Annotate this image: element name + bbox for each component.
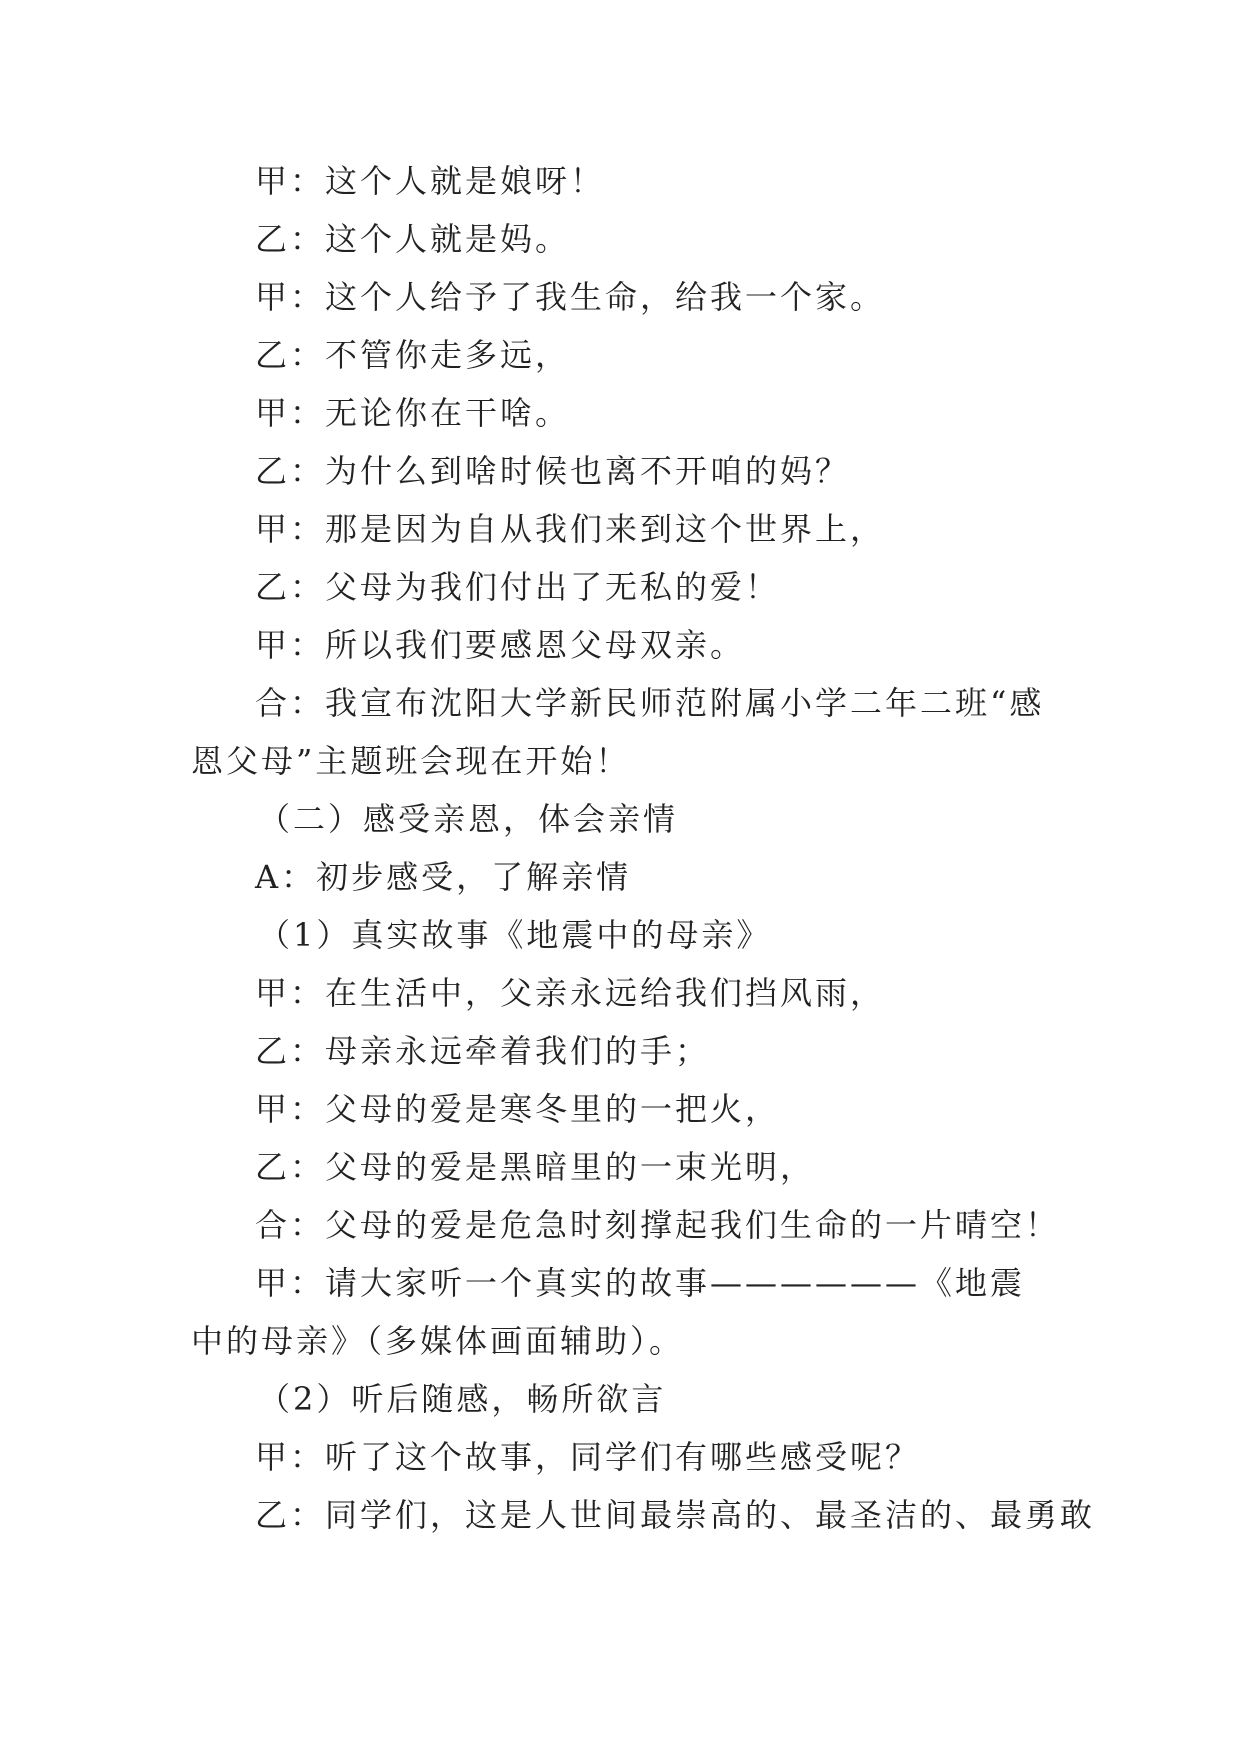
sub-heading: （2）听后随感，畅所欲言 bbox=[258, 1380, 667, 1418]
dialogue-line: 甲：这个人就是娘呀！ bbox=[255, 162, 606, 200]
dialogue-line: 甲：那是因为自从我们来到这个世界上， bbox=[255, 510, 886, 548]
dialogue-line: 甲：父母的爱是寒冬里的一把火， bbox=[255, 1090, 781, 1128]
dialogue-line: 甲：所以我们要感恩父母双亲。 bbox=[255, 626, 746, 664]
announcement-paragraph: 合：我宣布沈阳大学新民师范附属小学二年二班“感恩父母”主题班会现在开始！ bbox=[191, 684, 1045, 780]
dialogue-line: 甲：这个人给予了我生命，给我一个家。 bbox=[255, 278, 886, 316]
dialogue-line: 乙：这个人就是妈。 bbox=[255, 220, 571, 258]
section-heading: （二）感受亲恩，体会亲情 bbox=[258, 800, 679, 838]
dialogue-line: 乙：父母为我们付出了无私的爱！ bbox=[255, 568, 781, 606]
dialogue-line: 乙：母亲永远牵着我们的手； bbox=[255, 1032, 711, 1070]
dialogue-line: 乙：为什么到啥时候也离不开咱的妈？ bbox=[255, 452, 851, 490]
document-body bbox=[191, 152, 1096, 1544]
part-heading: A：初步感受，了解亲情 bbox=[255, 858, 632, 896]
dialogue-line: 乙：不管你走多远， bbox=[255, 336, 571, 374]
dialogue-line: 乙：同学们，这是人世间最崇高的、最圣洁的、最勇敢 bbox=[255, 1496, 1096, 1534]
dialogue-line: 合：父母的爱是危急时刻撑起我们生命的一片晴空！ bbox=[255, 1206, 1061, 1244]
dialogue-line: 乙：父母的爱是黑暗里的一束光明， bbox=[255, 1148, 816, 1186]
dialogue-line: 甲：听了这个故事，同学们有哪些感受呢？ bbox=[255, 1438, 921, 1476]
sub-heading: （1）真实故事《地震中的母亲》 bbox=[258, 916, 772, 954]
dialogue-line: 甲：在生活中，父亲永远给我们挡风雨， bbox=[255, 974, 886, 1012]
dialogue-line: 甲：无论你在干啥。 bbox=[255, 394, 571, 432]
story-paragraph: 甲：请大家听一个真实的故事——————《地震中的母亲》（多媒体画面辅助）。 bbox=[191, 1264, 1026, 1360]
